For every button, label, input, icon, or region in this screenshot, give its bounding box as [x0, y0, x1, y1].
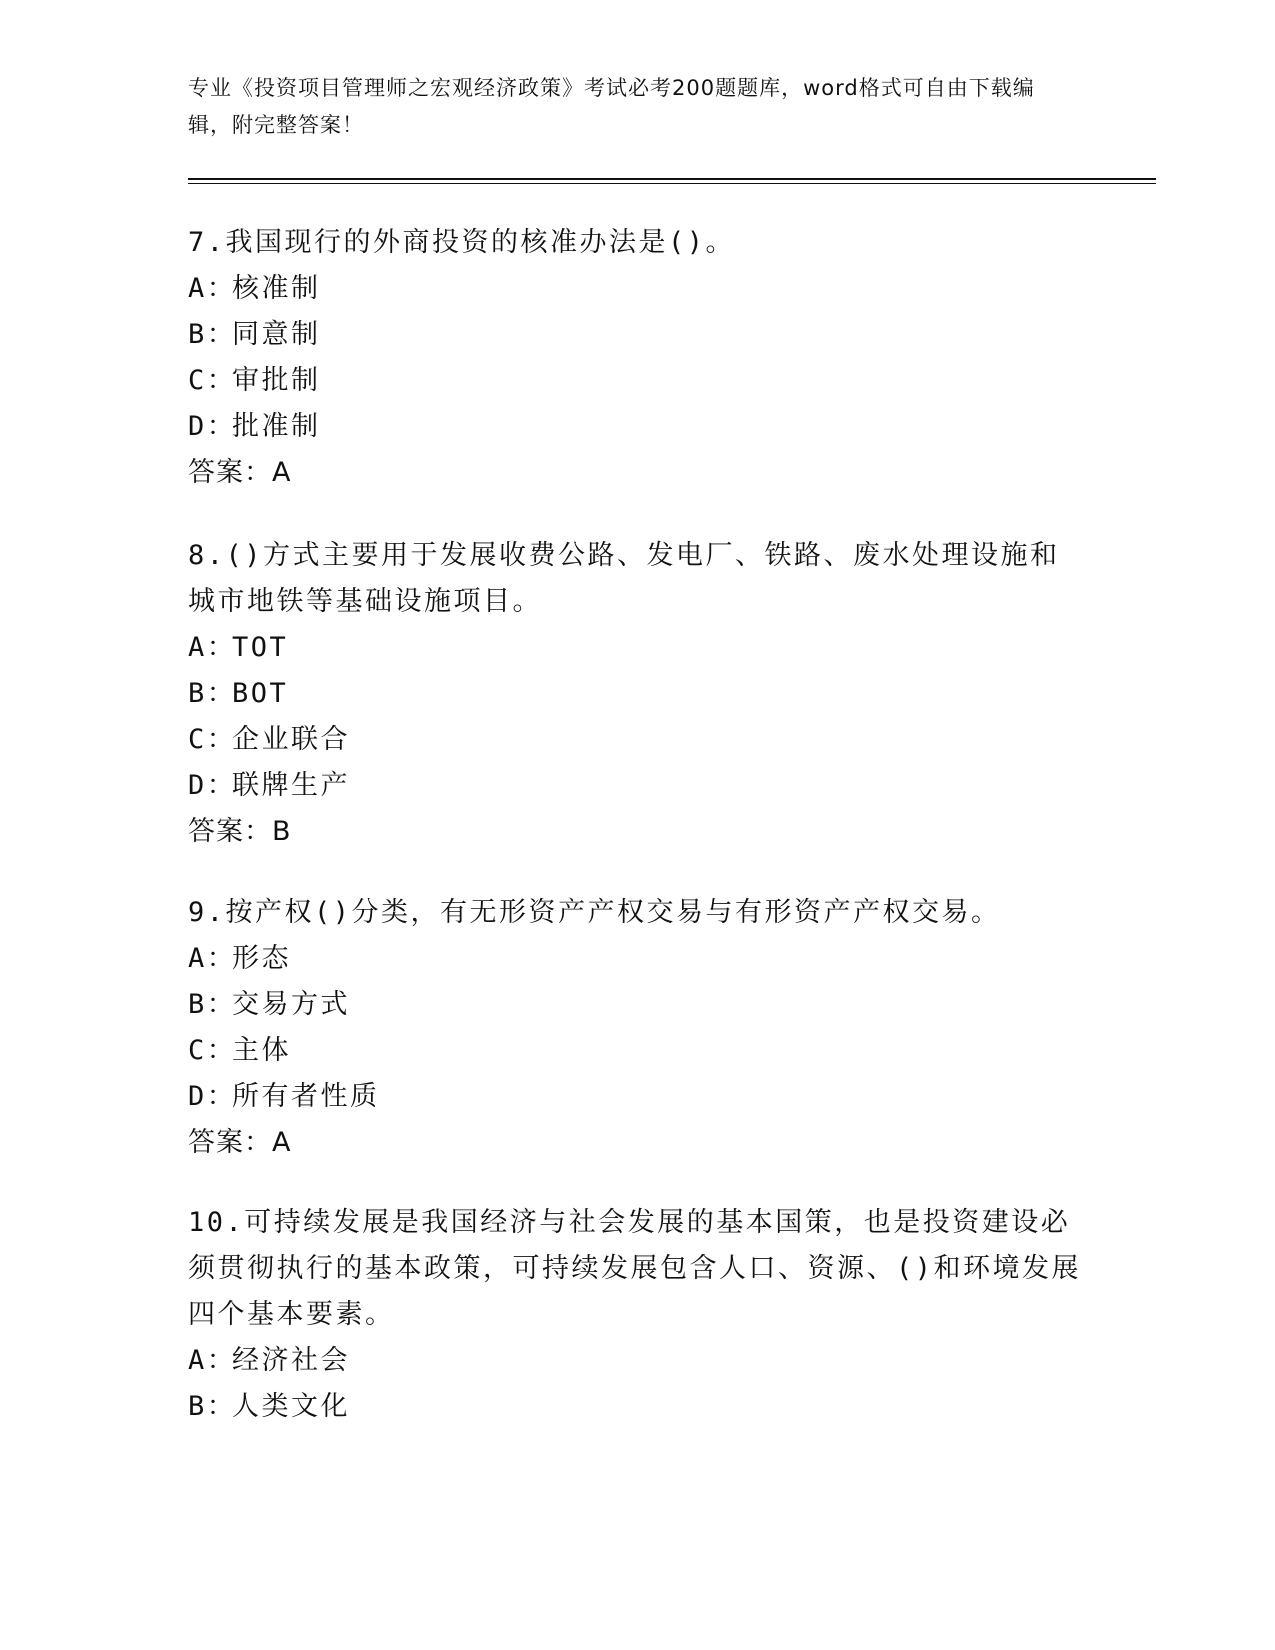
option-c [188, 1028, 1088, 1074]
option-b [188, 982, 1088, 1028]
option-text: 交易方式 [232, 989, 350, 1020]
option-text: BOT [232, 678, 289, 709]
option-a [188, 1338, 1088, 1384]
option-b [188, 671, 1088, 717]
option-letter: C： [188, 724, 237, 755]
question-10 [188, 1200, 1088, 1430]
header-divider-thick [188, 178, 1156, 180]
option-text: 审批制 [232, 365, 321, 396]
header-divider-thin [188, 183, 1156, 184]
option-text: 所有者性质 [232, 1081, 380, 1112]
option-c [188, 717, 1088, 763]
option-letter: A： [188, 943, 237, 974]
option-text: 主体 [232, 1035, 291, 1066]
option-letter: B： [188, 678, 237, 709]
answer-line: 答案：A [188, 457, 292, 488]
option-text: 人类文化 [232, 1391, 350, 1422]
option-text: 形态 [232, 943, 291, 974]
option-letter: A： [188, 273, 237, 304]
answer-line: 答案：A [188, 1127, 292, 1158]
question-7 [188, 220, 1088, 496]
option-a [188, 266, 1088, 312]
option-d [188, 404, 1088, 450]
answer-line: 答案：B [188, 816, 292, 847]
option-a [188, 625, 1088, 671]
option-b [188, 1384, 1088, 1430]
question-stem: 8.()方式主要用于发展收费公路、发电厂、铁路、废水处理设施和城市地铁等基础设施项目。 [188, 540, 1060, 617]
option-a [188, 936, 1088, 982]
option-letter: D： [188, 770, 237, 801]
question-stem: 7.我国现行的外商投资的核准办法是()。 [188, 227, 736, 258]
option-text: 经济社会 [232, 1345, 350, 1376]
question-stem: 10.可持续发展是我国经济与社会发展的基本国策，也是投资建设必须贯彻执行的基本政策，可持续发展包含人口、资源、()和环境发展四个基本要素。 [188, 1207, 1082, 1330]
question-8 [188, 533, 1088, 855]
option-text: TOT [232, 632, 289, 663]
option-d [188, 1074, 1088, 1120]
option-text: 企业联合 [232, 724, 350, 755]
option-letter: B： [188, 1391, 237, 1422]
option-letter: A： [188, 632, 237, 663]
option-b [188, 312, 1088, 358]
option-letter: A： [188, 1345, 237, 1376]
option-letter: B： [188, 989, 237, 1020]
question-stem: 9.按产权()分类，有无形资产产权交易与有形资产产权交易。 [188, 897, 1001, 928]
option-d [188, 763, 1088, 809]
option-text: 核准制 [232, 273, 321, 304]
option-letter: C： [188, 1035, 237, 1066]
document-header: 专业《投资项目管理师之宏观经济政策》考试必考200题题库，word格式可自由下载编辑，附完整答案！ [188, 76, 1035, 137]
option-letter: D： [188, 411, 237, 442]
question-9 [188, 890, 1088, 1166]
option-text: 批准制 [232, 411, 321, 442]
option-text: 联牌生产 [232, 770, 350, 801]
option-text: 同意制 [232, 319, 321, 350]
option-letter: B： [188, 319, 237, 350]
option-letter: D： [188, 1081, 237, 1112]
option-letter: C： [188, 365, 237, 396]
option-c [188, 358, 1088, 404]
